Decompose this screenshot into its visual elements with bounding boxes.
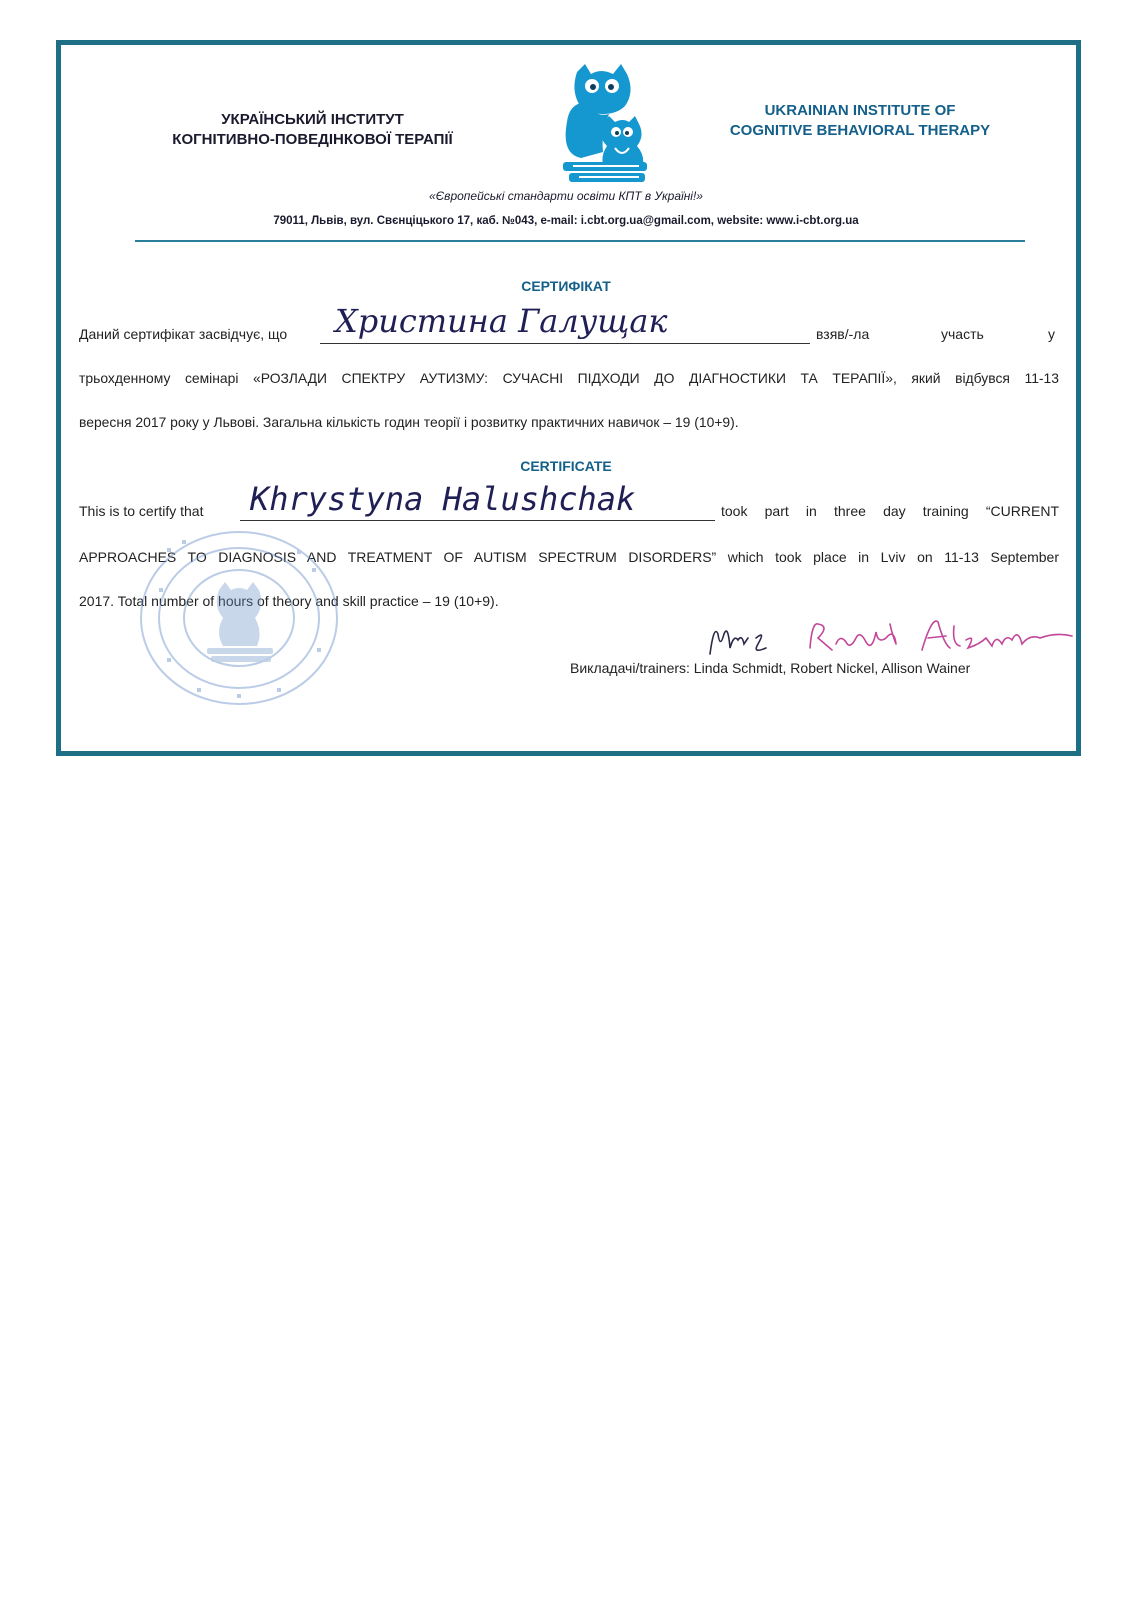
ua-line-1-prefix: Даний сертифікат засвідчує, що (79, 326, 288, 342)
recipient-name-ua-handwritten: Христина Галущак (335, 302, 668, 340)
institute-name-ua (150, 110, 475, 150)
institute-name-en-line2: COGNITIVE BEHAVIORAL THERAPY (729, 122, 991, 139)
motto: «Європейські стандарти освіти КПТ в Україні!» (429, 189, 703, 203)
ua-line-1-suffix-c: у (1048, 326, 1055, 342)
owl-logo-icon (555, 62, 655, 184)
en-line-1-suffix: took part in three day training “CURRENT (721, 503, 1059, 519)
en-line-3: 2017. Total number of hours of theory and skill practice – 19 (10+9). (79, 593, 499, 609)
en-line-2: APPROACHES TO DIAGNOSIS AND TREATMENT OF AUTISM SPECTRUM DISORDERS” which took place in Lviv on 11-13 September (79, 549, 1059, 565)
en-name-underline (240, 520, 715, 521)
institute-name-ua-line1: УКРАЇНСЬКИЙ ІНСТИТУТ (221, 111, 404, 128)
ua-line-1-suffix-b: участь (941, 326, 984, 342)
recipient-name-en-handwritten: Khrystyna Halushchak (250, 480, 636, 518)
ua-line-1-suffix-a: взяв/-ла (816, 326, 870, 342)
certificate-heading-en: CERTIFICATE (520, 458, 612, 474)
institute-name-en-line1: UKRAINIAN INSTITUTE OF (764, 102, 956, 119)
institute-name-ua-line2: КОГНІТИВНО-ПОВЕДІНКОВОЇ ТЕРАПІЇ (172, 131, 453, 148)
trainers-signatures-icon (700, 604, 1080, 664)
header-divider (135, 240, 1025, 242)
en-line-1-prefix: This is to certify that (79, 503, 204, 519)
trainers-line: Викладачі/trainers: Linda Schmidt, Robert Nickel, Allison Wainer (570, 660, 971, 676)
ua-name-underline (320, 343, 810, 344)
ua-line-3: вересня 2017 року у Львові. Загальна кількість годин теорії і розвитку практичних навичок – 19 (10+9). (79, 414, 739, 430)
institute-name-en (710, 101, 1010, 141)
ua-line-2: трьохденному семінарі «РОЗЛАДИ СПЕКТРУ АУТИЗМУ: СУЧАСНІ ПІДХОДИ ДО ДІАГНОСТИКИ ТА ТЕРАПІЇ», який відбувся 11-13 (79, 370, 1059, 386)
contact-address: 79011, Львів, вул. Свєнціцького 17, каб. №043, e-mail: i.cbt.org.ua@gmail.com, website: www.i-cbt.org.ua (273, 215, 859, 227)
certificate-heading-ua: СЕРТИФІКАТ (521, 278, 611, 294)
institute-stamp-icon (137, 528, 342, 708)
